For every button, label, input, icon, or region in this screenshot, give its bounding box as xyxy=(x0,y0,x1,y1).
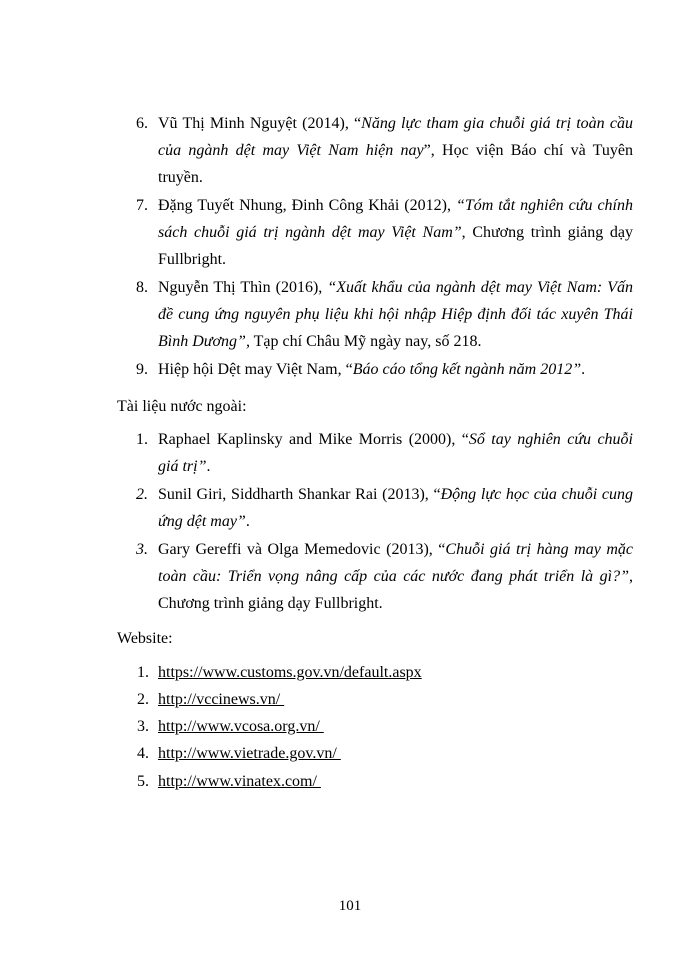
reference-item xyxy=(136,536,634,617)
reference-title: “Xuất khẩu của ngành dệt may Việt Nam: Vấn đề cung ứng nguyên phụ liệu khi hội nhập Hiệp định đối tác xuyên Thái Bình Dương”, xyxy=(158,279,634,350)
reference-number: 3. xyxy=(136,541,148,558)
reference-author: Nguyễn Thị Thìn (2016), xyxy=(158,279,328,296)
reference-number: 9. xyxy=(136,361,148,378)
reference-author: Vũ Thị Minh Nguyệt (2014), “ xyxy=(158,115,362,132)
reference-source: . xyxy=(581,361,586,378)
website-link-vcosa[interactable]: http://www.vcosa.org.vn/ xyxy=(158,718,324,735)
reference-item xyxy=(136,481,633,535)
reference-number: 7. xyxy=(136,197,148,214)
reference-title: Báo cáo tổng kết ngành năm 2012” xyxy=(352,361,582,378)
link-number: 5. xyxy=(137,773,149,790)
reference-number: 8. xyxy=(136,279,148,296)
link-number: 3. xyxy=(137,718,149,735)
reference-source: . xyxy=(245,513,250,530)
reference-source: , Chương trình giảng dạy Fullbright. xyxy=(158,568,633,612)
reference-author: Đặng Tuyết Nhung, Đinh Công Khải (2012), xyxy=(158,197,456,214)
reference-number: 2. xyxy=(136,486,148,503)
reference-source: . xyxy=(206,458,211,475)
foreign-references-heading: Tài liệu nước ngoài: xyxy=(117,398,247,415)
reference-item xyxy=(136,110,634,191)
reference-author: Gary Gereffi và Olga Memedovic (2013), “ xyxy=(158,541,446,558)
reference-item xyxy=(136,356,633,383)
website-link-vinatex[interactable]: http://www.vinatex.com/ xyxy=(158,773,321,790)
reference-source: , Chương trình giảng dạy Fullbright. xyxy=(158,224,634,268)
link-number: 1. xyxy=(137,664,149,681)
reference-title: Sổ tay nghiên cứu chuỗi giá trị” xyxy=(158,431,633,475)
reference-item xyxy=(136,192,634,273)
reference-title: Chuỗi giá trị hàng may mặc toàn cầu: Triển vọng nâng cấp của các nước đang phát triển là gì?” xyxy=(158,541,634,585)
reference-number: 6. xyxy=(136,115,148,132)
page-number: 101 xyxy=(338,898,362,914)
reference-item xyxy=(136,274,634,355)
reference-title: Năng lực tham gia chuỗi giá trị toàn cầu của ngành dệt may Việt Nam hiện nay xyxy=(158,115,634,159)
reference-title: Động lực học của chuỗi cung ứng dệt may” xyxy=(158,486,633,530)
link-number: 2. xyxy=(137,691,149,708)
link-number: 4. xyxy=(137,745,149,762)
reference-number: 1. xyxy=(136,431,148,448)
reference-author: Sunil Giri, Siddharth Shankar Rai (2013), “ xyxy=(158,486,441,503)
website-heading: Website: xyxy=(117,630,173,647)
reference-source: Tạp chí Châu Mỹ ngày nay, số 218. xyxy=(249,333,482,350)
reference-author: Hiệp hội Dệt may Việt Nam, “ xyxy=(158,361,353,378)
website-link-vietrade[interactable]: http://www.vietrade.gov.vn/ xyxy=(158,745,341,762)
reference-source: ”, Học viện Báo chí và Tuyên truyền. xyxy=(158,142,633,186)
website-link-vccinews[interactable]: http://vccinews.vn/ xyxy=(158,691,285,708)
reference-item xyxy=(136,426,633,480)
reference-author: Raphael Kaplinsky and Mike Morris (2000), “ xyxy=(158,431,469,448)
website-link-customs[interactable]: https://www.customs.gov.vn/default.aspx xyxy=(158,664,422,681)
reference-title: “Tóm tắt nghiên cứu chính sách chuỗi giá trị ngành dệt may Việt Nam” xyxy=(158,197,633,241)
